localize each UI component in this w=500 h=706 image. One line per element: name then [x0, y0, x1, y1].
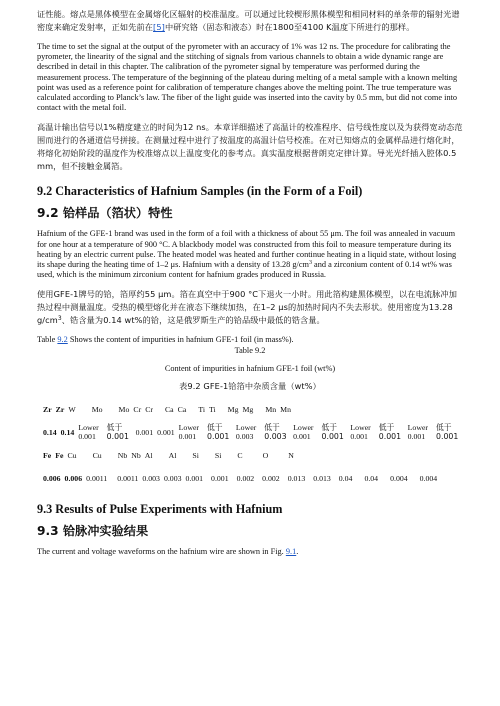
table-cell: 低于0.001 [207, 423, 230, 442]
table-cell: W [68, 404, 76, 414]
table-cell: 0.0011 [117, 473, 139, 483]
table-cell: Lower 0.001 [78, 423, 99, 442]
table-label: Table 9.2 [234, 345, 266, 355]
table-cell: 低于0.001 [106, 423, 129, 442]
section-9-2-heading-cn: 9.2 铪样品（箔状）特性 [37, 206, 173, 221]
table-caption-en: Content of impurities in hafnium GFE-1 foil (wt%) [164, 363, 336, 373]
table-cell: 0.002 [236, 473, 255, 483]
table-cell: Lower 0.001 [293, 423, 314, 442]
table-row-header-1 [41, 399, 293, 419]
table-cell: 0.013 [313, 473, 331, 483]
table-cell: 0.001 [135, 427, 154, 437]
table-cell: Si [214, 450, 222, 460]
table-cell: 0.001 [211, 473, 229, 483]
table-cell: Mn [280, 404, 292, 414]
table-cell: 0.0011 [86, 473, 108, 483]
table-cell: 0.006 [64, 473, 83, 483]
table-cell: Mo [118, 404, 130, 414]
table-cell: 低于0.001 [321, 423, 344, 442]
table-cell: 0.004 [419, 473, 438, 483]
table-cell: C [237, 450, 243, 460]
table-cell: 0.001 [157, 427, 175, 437]
table-row-header-2 [41, 445, 296, 465]
reference-link-5[interactable]: [5] [153, 22, 165, 32]
table-row-values-1 [41, 419, 463, 445]
table-cell: Lower 0.001 [350, 423, 371, 442]
table-cell: 低于0.001 [436, 423, 459, 442]
table-cell: Lower 0.001 [407, 423, 429, 442]
table-cell: Fe [55, 450, 64, 460]
intro-text-cn-2: 中研究铬（固态和液态）时在1800至4100 K温度下所进行的那样。 [164, 22, 415, 32]
intro-paragraph-cn [37, 8, 463, 34]
table-cell: 0.04 [338, 473, 353, 483]
paragraph-2-en: Hafnium of the GFE-1 brand was used in the form of a foil with a thickness of about 55 μm. The foil was annealed in vacuum for one hour at a temperature of 900 °C. A blackbody model was constructed from this foil to measure temperature during its heating by an electric current pulse. The heated model was heated and further continue heating in a liquid state, without losing its shape during the heating time of 1–2 μs. Hafnium with a density of 13.28 $g/cm^3$ and a zirconium content of 0.14 wt% was used, which is the minimum zirconium content for hafnium grades produced in Russia. [37, 229, 457, 280]
table-cell: Fe [43, 450, 52, 460]
paragraph-2-cn: 使用GFE-1牌号的铪，箔厚约55 μm。箔在真空中于900 °C下退火一小时。用此箔构建黑体模型，以在电流脉冲加热过程中测量温度。受热的模型熔化并在液态下继续加热，在1–2 μs的加热时间内不失去形状。使用密度为13.28 $g/cm^3$、锆含量为0.14 wt%的铪，这是俄罗斯生产的铪品级中最低的锆含量。 [37, 289, 458, 326]
table-cell: Ti [198, 404, 205, 414]
table-cell: Ca [177, 404, 187, 414]
table-cell: Nb [131, 450, 141, 460]
impurities-table-values-2 [41, 465, 439, 491]
table-reference-sentence: Table 9.2 Shows the content of impurities in hafnium GFE-1 foil (in mass%). [37, 335, 294, 345]
table-cell: 0.003 [163, 473, 182, 483]
table-cell: Ti [208, 404, 216, 414]
impurities-table-header-2 [41, 445, 296, 465]
table-cell: O [262, 450, 269, 460]
figure-9-1-link[interactable]: 9.1 [285, 547, 297, 557]
table-cell: Mn [265, 404, 277, 414]
table-cell: Mo [91, 404, 103, 414]
table-cell: 0.004 [390, 473, 408, 483]
table-cell: Cu [92, 450, 102, 460]
table-cell: Si [192, 450, 199, 460]
table-cell: 0.04 [364, 473, 379, 483]
table-cell: 0.013 [287, 473, 306, 483]
paragraph-1-en: The time to set the signal at the output of the pyrometer with an accuracy of 1% was 12 ns. The procedure for calibrating the pyrometer, the linearity of the signal and the stitching of signals from various channels to obtain a wide dynamic range are described in detail in this chapter. The calibration of the pyrometer signal by temperature was performed during the measurement process. The temperature of the beginning of the plateau during melting of a metal sample with a known melting point was used as a reference point for calibration of temperature changes above the melting point. The true temperature was calculated according to Planck’s law. The fiber of the light guide was inserted into the cavity by 0.5 mm, but did not come into contact with the metal foil. [37, 42, 458, 113]
table-cell: 低于0.003 [264, 423, 287, 442]
section-9-3-heading-en: 9.3 Results of Pulse Experiments with Hafnium [37, 502, 283, 517]
table-cell: Zr [43, 404, 52, 414]
table-cell: 低于0.001 [378, 423, 402, 442]
paragraph-3-en: The current and voltage waveforms on the hafnium wire are shown in Fig. 9.1. [37, 547, 299, 557]
impurities-table-values-1 [41, 419, 463, 445]
table-cell: Cr [145, 404, 153, 414]
table-cell: 0.006 [43, 473, 61, 483]
table-cell: Ca [164, 404, 174, 414]
table-caption-cn: 表9.2 GFE-1铪箔中杂质含量（wt%） [179, 381, 321, 392]
table-cell: Mg [242, 404, 254, 414]
table-9-2-link[interactable]: 9.2 [57, 335, 68, 345]
impurities-table [41, 399, 293, 419]
table-row-values-2 [41, 465, 439, 491]
table-cell: Lower 0.003 [235, 423, 257, 442]
table-cell: 0.002 [262, 473, 280, 483]
paragraph-1-cn: 高温计输出信号以1%精度建立的时间为12 ns。本章详细描述了高温计的校准程序、信号线性度以及为获得宽动态范围而进行的各通道信号拼接。在测量过程中进行了按温度的高温计信号校准。在对已知熔点的金属样品进行熔化时，将熔化初始阶段的温度作为校准熔点以上温度变化的参考点。真实温度根据普朗克定律计算。导光光纤插入腔体0.5 mm，但不接触金属箔。 [37, 122, 463, 172]
table-cell: Nb [117, 450, 128, 460]
table-cell: Mg [227, 404, 239, 414]
section-9-3-heading-cn: 9.3 铪脉冲实验结果 [37, 524, 149, 539]
table-cell: Zr [55, 404, 65, 414]
table-cell: Cu [67, 450, 77, 460]
table-cell: 0.003 [142, 473, 160, 483]
intro-text-cn-1: 证性能。熔点是黑体模型在金属熔化区辐射的校准温度。可以通过比较楔形黑体模型和相同材料的单条带的辐射光谱密度来确定发射率，正如先前在 [37, 9, 460, 32]
table-cell: Al [144, 450, 153, 460]
table-cell: 0.14 [43, 427, 57, 437]
table-cell: Lower 0.001 [178, 423, 200, 442]
table-cell: 0.14 [60, 427, 75, 437]
table-cell: 0.001 [185, 473, 204, 483]
table-cell: N [288, 450, 294, 460]
table-cell: Al [168, 450, 177, 460]
table-cell: Cr [133, 404, 142, 414]
section-9-2-heading-en: 9.2 Characteristics of Hafnium Samples (in the Form of a Foil) [37, 184, 363, 199]
